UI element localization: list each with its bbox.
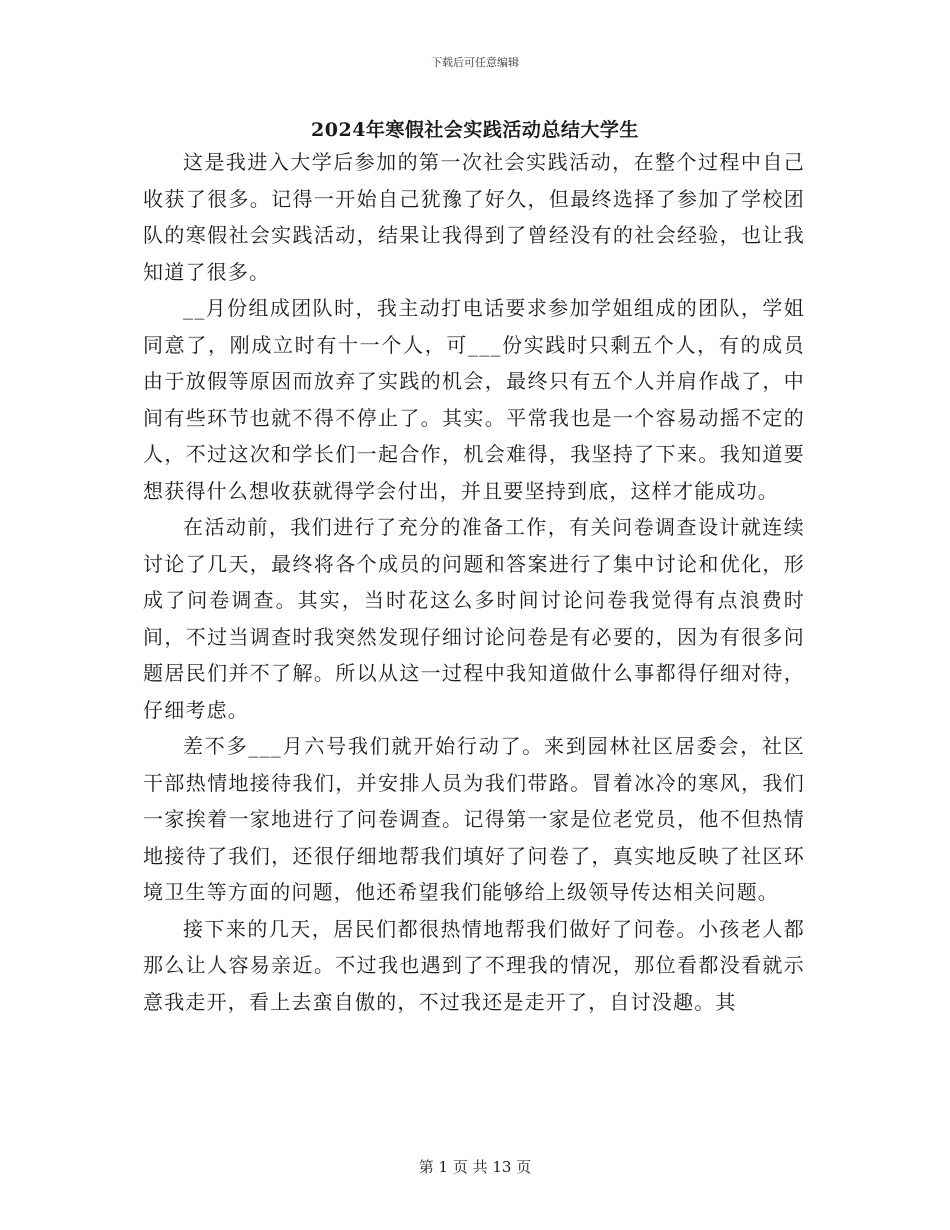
header-note: 下载后可任意编辑 bbox=[431, 56, 519, 69]
document-body bbox=[143, 144, 805, 1020]
paragraph-1: 这是我进入大学后参加的第一次社会实践活动，在整个过程中自己收获了很多。记得一开始自己犹豫了好久，但最终选择了参加了学校团队的寒假社会实践活动，结果让我得到了曾经没有的社会经验，也让我知道了很多。 bbox=[143, 150, 805, 284]
paragraph-2: __月份组成团队时，我主动打电话要求参加学姐组成的团队，学姐同意了，刚成立时有十一个人，可___份实践时只剩五个人，有的成员由于放假等原因而放弃了实践的机会，最终只有五个人并肩作战了，中间有些环节也就不得不停止了。其实。平常我也是一个容易动摇不定的人，不过这次和学长们一起合作，机会难得，我坚持了下来。我知道要想获得什么想收获就得学会付出，并且要坚持到底，这样才能成功。 bbox=[143, 296, 805, 503]
paragraph-4: 差不多___月六号我们就开始行动了。来到园林社区居委会，社区干部热情地接待我们，并安排人员为我们带路。冒着冰冷的寒风，我们一家挨着一家地进行了问卷调查。记得第一家是位老党员，他不但热情地接待了我们，还很仔细地帮我们填好了问卷了，真实地反映了社区环境卫生等方面的问题，他还希望我们能够给上级领导传达相关问题。 bbox=[143, 734, 805, 904]
document-title: 2024年寒假社会实践活动总结大学生 bbox=[311, 119, 639, 141]
paragraph-3: 在活动前，我们进行了充分的准备工作，有关问卷调查设计就连续讨论了几天，最终将各个成员的问题和答案进行了集中讨论和优化，形成了问卷调查。其实，当时花这么多时间讨论问卷我觉得有点浪费时间，不过当调查时我突然发现仔细讨论问卷是有必要的，因为有很多问题居民们并不了解。所以从这一过程中我知道做什么事都得仔细对待，仔细考虑。 bbox=[143, 515, 805, 722]
paragraph-5: 接下来的几天，居民们都很热情地帮我们做好了问卷。小孩老人都那么让人容易亲近。不过我也遇到了不理我的情况，那位看都没看就示意我走开，看上去蛮自傲的，不过我还是走开了，自讨没趣。其 bbox=[143, 916, 805, 1014]
page-number: 第 1 页 共 13 页 bbox=[418, 1158, 532, 1176]
